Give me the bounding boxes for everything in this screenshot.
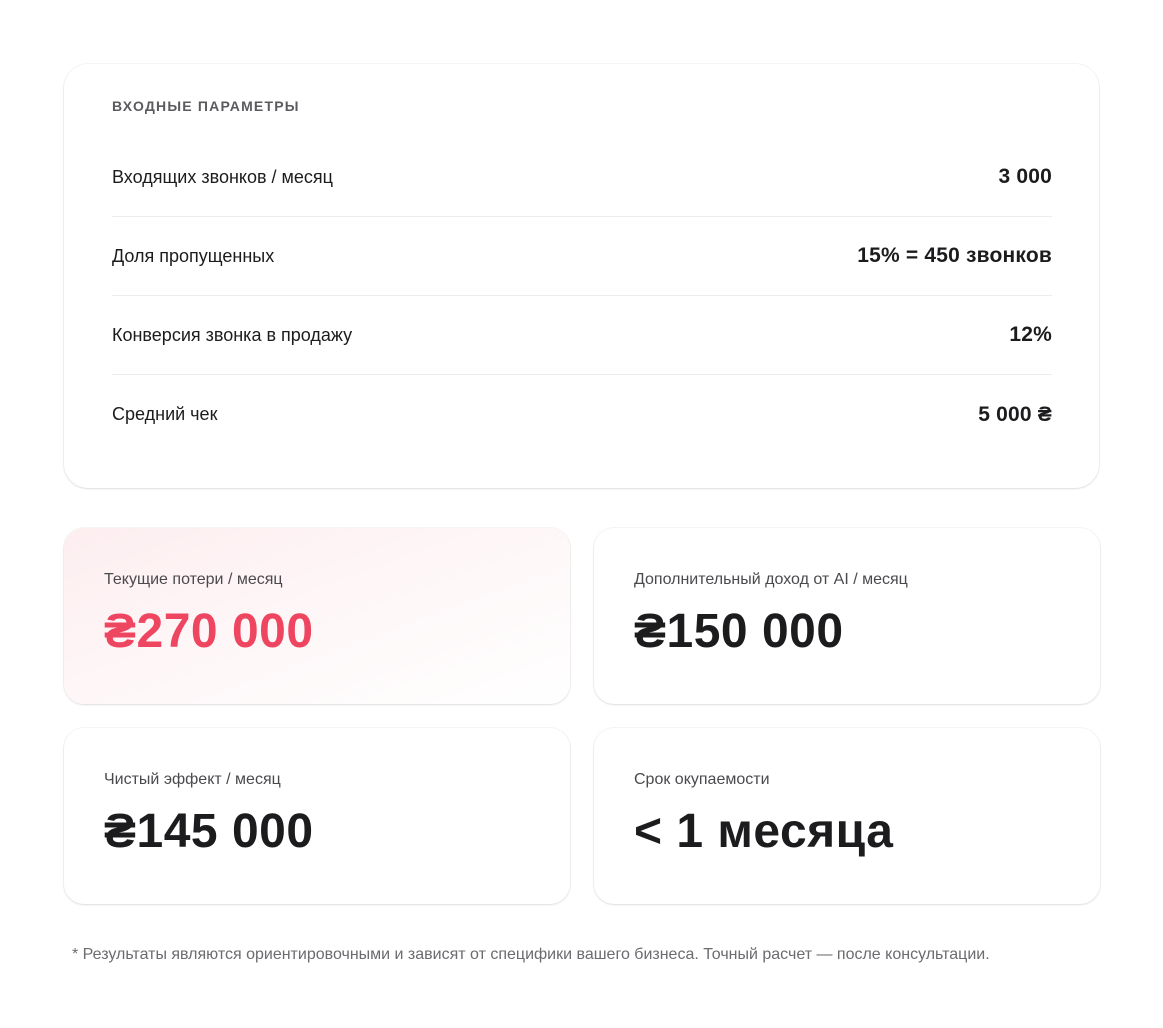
param-row-incoming-calls (112, 138, 1052, 217)
param-row-average-check (112, 375, 1052, 454)
param-value: 5 000 ₴ (978, 402, 1052, 426)
net-effect-value: ₴145 000 (104, 805, 314, 858)
additional-income-label: Дополнительный доход от AI / месяц (634, 571, 908, 588)
param-row-conversion (112, 296, 1052, 375)
current-losses-card (64, 528, 570, 704)
payback-card (594, 728, 1100, 904)
input-params-list (112, 138, 1052, 454)
input-params-title: ВХОДНЫЕ ПАРАМЕТРЫ (112, 98, 300, 114)
param-value: 3 000 (998, 165, 1052, 188)
param-label: Средний чек (112, 404, 218, 424)
param-label: Входящих звонков / месяц (112, 166, 333, 187)
payback-label: Срок окупаемости (634, 771, 770, 788)
current-losses-value: ₴270 000 (104, 605, 314, 658)
param-value: 15% = 450 звонков (857, 244, 1052, 267)
payback-value: < 1 месяца (634, 805, 894, 858)
current-losses-label: Текущие потери / месяц (104, 571, 283, 588)
disclaimer-note: * Результаты являются ориентировочными и зависят от специфики вашего бизнеса. Точный расчет — после консультации. (72, 946, 990, 963)
net-effect-label: Чистый эффект / месяц (104, 771, 281, 788)
param-value: 12% (1009, 323, 1052, 346)
input-params-card (64, 64, 1099, 488)
param-row-missed-share (112, 217, 1052, 296)
net-effect-card (64, 728, 570, 904)
additional-income-value: ₴150 000 (634, 605, 844, 658)
additional-income-card (594, 528, 1100, 704)
param-label: Конверсия звонка в продажу (112, 324, 353, 345)
param-label: Доля пропущенных (112, 245, 275, 266)
